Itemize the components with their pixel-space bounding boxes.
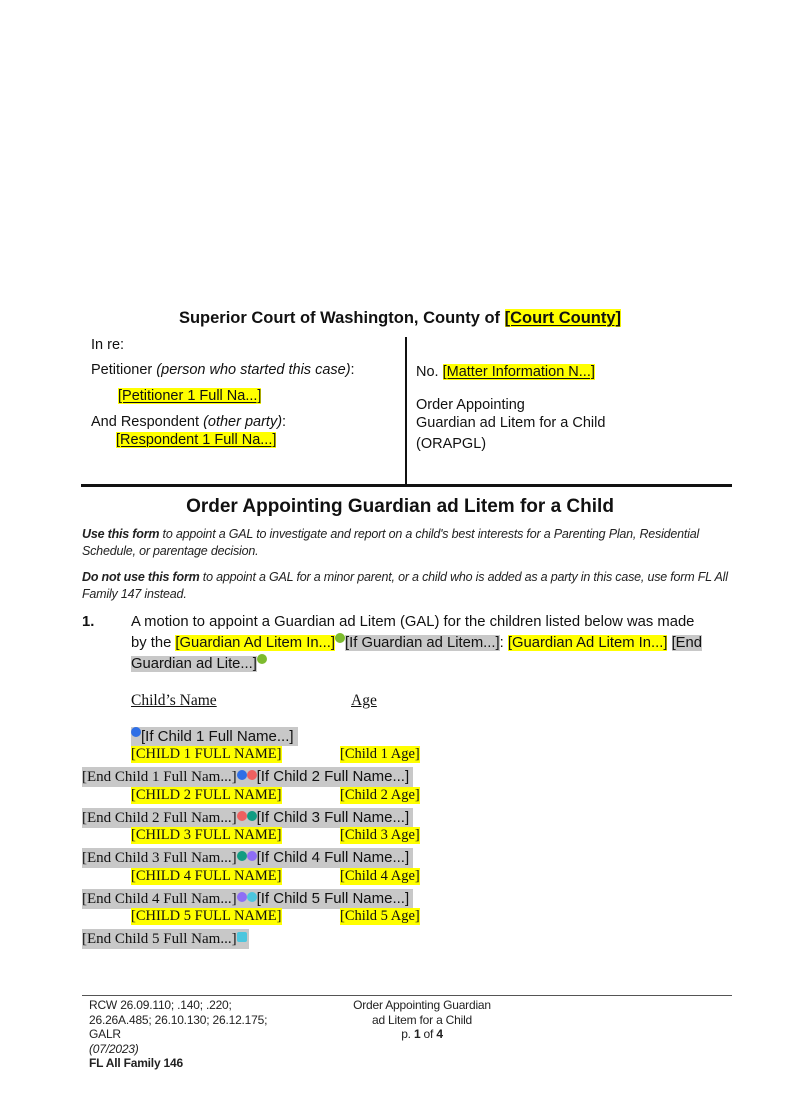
caption-form-title bbox=[416, 396, 605, 432]
respondent-label bbox=[91, 414, 286, 430]
section-number: 1. bbox=[82, 614, 95, 630]
col-childs-name: Child’s Name bbox=[131, 692, 217, 709]
document-title: Order Appointing Guardian ad Litem for a Child bbox=[186, 496, 614, 517]
if-child-1-text: [If Child 1 Full Name...] bbox=[141, 728, 294, 745]
child-5-age-field[interactable]: [Child 5 Age] bbox=[340, 908, 420, 924]
end-gal-conditional-b[interactable]: Guardian ad Lite...] bbox=[131, 656, 257, 672]
child-3-age-field[interactable]: [Child 3 Age] bbox=[340, 827, 420, 843]
page-of: of bbox=[420, 1027, 437, 1041]
gal-initiator-field-1[interactable]: [Guardian Ad Litem In...] bbox=[175, 635, 335, 651]
section1-line1: A motion to appoint a Guardian ad Litem (GAL) for the children listed below was made bbox=[131, 614, 695, 630]
footer-title-line1: Order Appointing Guardian bbox=[353, 998, 491, 1012]
petitioner-colon: : bbox=[350, 362, 355, 378]
if-child-2-text: [If Child 2 Full Name...] bbox=[256, 768, 410, 785]
if-child-4-text: [If Child 4 Full Name...] bbox=[256, 849, 410, 866]
rcw-line3: GALR bbox=[89, 1027, 121, 1041]
child-4-age-field[interactable]: [Child 4 Age] bbox=[340, 868, 420, 884]
if-child-1-conditional[interactable] bbox=[131, 727, 298, 746]
court-county-field[interactable]: [Court County] bbox=[504, 309, 622, 327]
caption-divider bbox=[405, 337, 407, 485]
child-5-name-field[interactable]: [CHILD 5 FULL NAME] bbox=[131, 908, 282, 924]
footer-statutes bbox=[89, 998, 267, 1071]
in-re-label: In re: bbox=[91, 337, 125, 353]
child-1-age-field[interactable]: [Child 1 Age] bbox=[340, 746, 420, 762]
footer-title-line2: ad Litem for a Child bbox=[371, 1012, 473, 1027]
form-title-line2: Guardian ad Litem for a Child bbox=[416, 415, 606, 431]
child-1-name-field[interactable]: [CHILD 1 FULL NAME] bbox=[131, 746, 282, 762]
do-not-use-text: to appoint a GAL for a minor parent, or a child who is added as a party in this case, use form FL All Family 147 instead. bbox=[82, 570, 728, 601]
form-id: FL All Family 146 bbox=[89, 1056, 183, 1070]
form-date: (07/2023) bbox=[89, 1041, 139, 1056]
end-child-1-text: [End Child 1 Full Nam...] bbox=[82, 769, 237, 785]
end-child-2-text: [End Child 2 Full Nam...] bbox=[82, 810, 237, 826]
footer-rule bbox=[82, 995, 732, 996]
field-marker-icon bbox=[237, 851, 247, 861]
section1-paragraph bbox=[131, 612, 731, 675]
field-marker-icon bbox=[237, 770, 247, 780]
do-not-use-bold: Do not use this form bbox=[82, 570, 200, 584]
field-marker-icon bbox=[335, 633, 345, 643]
respondent-name-field[interactable] bbox=[116, 432, 276, 448]
do-not-use-note bbox=[82, 569, 742, 603]
court-prefix: Superior Court of Washington, County of bbox=[178, 309, 505, 327]
field-marker-icon bbox=[247, 892, 257, 902]
if-gal-conditional[interactable]: [If Guardian ad Litem...] bbox=[345, 635, 500, 651]
court-header bbox=[0, 309, 800, 328]
use-form-text: to appoint a GAL to investigate and report on a child's best interests for a Parenting Plan, Residential Schedule, or parentage decision. bbox=[82, 527, 700, 558]
use-form-note bbox=[82, 526, 742, 560]
footer-center bbox=[322, 998, 522, 1042]
colon-text: : bbox=[499, 635, 508, 651]
respondent-colon: : bbox=[282, 414, 287, 430]
case-number-label: No. bbox=[416, 364, 443, 380]
field-marker-icon bbox=[131, 727, 141, 737]
field-marker-icon bbox=[237, 892, 247, 902]
case-number bbox=[416, 364, 595, 380]
respondent-text: And Respondent bbox=[91, 414, 204, 430]
petitioner-label bbox=[91, 362, 355, 378]
petitioner-note: (person who started this case) bbox=[156, 362, 351, 378]
if-child-3-text: [If Child 3 Full Name...] bbox=[256, 809, 410, 826]
end-child-3-text: [End Child 3 Full Nam...] bbox=[82, 850, 237, 866]
if-child-5-text: [If Child 5 Full Name...] bbox=[256, 890, 410, 907]
child-1-end-conditional[interactable] bbox=[82, 767, 413, 787]
form-title-line1: Order Appointing bbox=[416, 397, 525, 413]
respondent-name-value[interactable]: [Respondent 1 Full Na...] bbox=[116, 432, 277, 448]
col-age: Age bbox=[351, 692, 377, 709]
petitioner-name-value[interactable]: [Petitioner 1 Full Na...] bbox=[118, 388, 262, 404]
child-2-age-field[interactable]: [Child 2 Age] bbox=[340, 787, 420, 803]
petitioner-name-field[interactable] bbox=[118, 388, 261, 404]
rcw-line2: 26.26A.485; 26.10.130; 26.12.175; bbox=[89, 1012, 268, 1027]
respondent-note: (other party) bbox=[203, 414, 283, 430]
form-code: (ORAPGL) bbox=[416, 436, 487, 452]
page-total: 4 bbox=[436, 1027, 443, 1041]
field-marker-icon bbox=[257, 654, 267, 664]
page-current: 1 bbox=[413, 1027, 421, 1041]
field-marker-icon bbox=[237, 811, 247, 821]
end-gal-conditional-a[interactable]: [End bbox=[671, 635, 703, 651]
section1-line2 bbox=[131, 633, 731, 654]
gal-initiator-field-2[interactable]: [Guardian Ad Litem In...] bbox=[507, 635, 668, 651]
field-marker-icon bbox=[247, 770, 257, 780]
child-3-end-conditional[interactable] bbox=[82, 848, 413, 868]
child-2-end-conditional[interactable] bbox=[82, 808, 413, 828]
use-form-bold: Use this form bbox=[82, 527, 160, 541]
by-the-text: by the bbox=[131, 635, 176, 651]
rcw-line1: RCW 26.09.110; .140; .220; bbox=[89, 998, 232, 1012]
child-3-name-field[interactable]: [CHILD 3 FULL NAME] bbox=[131, 827, 282, 843]
child-2-name-field[interactable]: [CHILD 2 FULL NAME] bbox=[131, 787, 282, 803]
section1-line3 bbox=[131, 654, 731, 675]
field-marker-icon bbox=[247, 851, 257, 861]
end-child-4-text: [End Child 4 Full Nam...] bbox=[82, 891, 237, 907]
caption-bottom-rule bbox=[81, 484, 732, 487]
child-4-name-field[interactable]: [CHILD 4 FULL NAME] bbox=[131, 868, 282, 884]
page-prefix: p. bbox=[401, 1027, 414, 1041]
petitioner-text: Petitioner bbox=[91, 362, 157, 378]
field-marker-icon bbox=[237, 932, 247, 942]
matter-number-field[interactable]: [Matter Information N...] bbox=[442, 364, 595, 380]
child-5-end-conditional[interactable] bbox=[82, 929, 249, 949]
child-4-end-conditional[interactable] bbox=[82, 889, 413, 909]
page-number bbox=[322, 1027, 522, 1042]
end-child-5-text: [End Child 5 Full Nam...] bbox=[82, 931, 237, 947]
field-marker-icon bbox=[247, 811, 257, 821]
